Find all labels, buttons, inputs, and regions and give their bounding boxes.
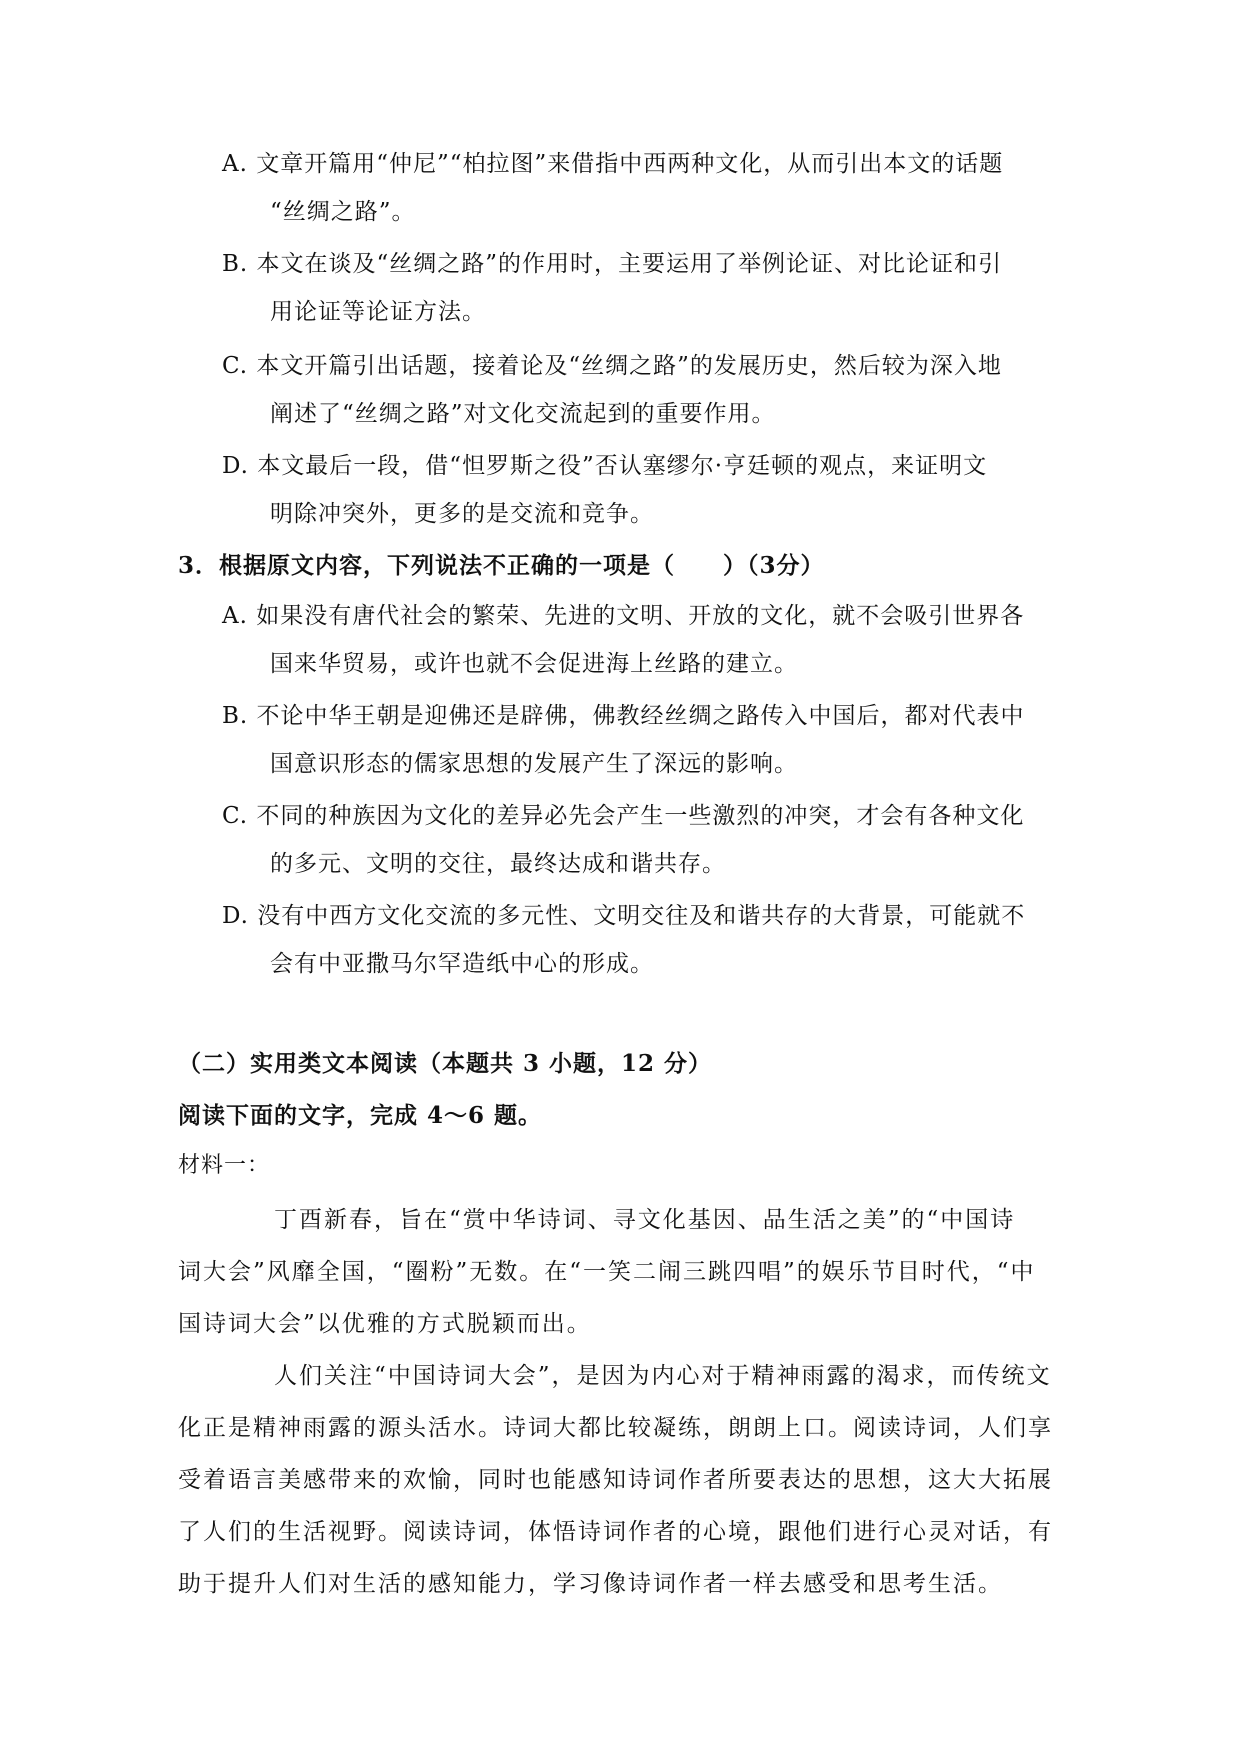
question-3-stem: 3．根据原文内容，下列说法不正确的一项是（ ）（3分） [178, 552, 825, 579]
q2-option-b [222, 240, 1072, 336]
option-text: B. 本文在谈及“丝绸之路”的作用时，主要运用了举例论证、对比论证和引 [222, 251, 1003, 277]
paragraph-line: 了人们的生活视野。阅读诗词，体悟诗词作者的心境，跟他们进行心灵对话，有 [178, 1519, 1053, 1545]
option-text: D. 没有中西方文化交流的多元性、文明交往及和谐共存的大背景，可能就不 [222, 903, 1026, 929]
option-text: A. 文章开篇用“仲尼”“柏拉图”来借指中西两种文化，从而引出本文的话题 [222, 151, 1004, 177]
option-text: D. 本文最后一段，借“怛罗斯之役”否认塞缪尔·亨廷顿的观点，来证明文 [222, 453, 988, 479]
paragraph-line: 国诗词大会”以优雅的方式脱颖而出。 [178, 1311, 592, 1337]
section-title: （二）实用类文本阅读（本题共 3 小题，12 分） [178, 1050, 713, 1077]
option-text-cont: 国来华贸易，或许也就不会促进海上丝路的建立。 [270, 651, 798, 677]
option-text-cont: 明除冲突外，更多的是交流和竞争。 [270, 501, 654, 527]
option-text-cont: 的多元、文明的交往，最终达成和谐共存。 [270, 851, 726, 877]
q2-option-a [222, 140, 1072, 236]
paragraph-2 [178, 1350, 1068, 1610]
option-text: A. 如果没有唐代社会的繁荣、先进的文明、开放的文化，就不会吸引世界各 [222, 603, 1025, 629]
section-instruction: 阅读下面的文字，完成 4～6 题。 [178, 1102, 543, 1129]
paragraph-1 [178, 1194, 1068, 1350]
option-text: B. 不论中华王朝是迎佛还是辟佛，佛教经丝绸之路传入中国后，都对代表中 [222, 703, 1025, 729]
paragraph-line: 词大会”风靡全国，“圈粉”无数。在“一笑二闹三跳四唱”的娱乐节目时代，“中 [178, 1259, 1036, 1285]
option-text-cont: 用论证等论证方法。 [270, 299, 486, 325]
q2-option-c [222, 342, 1072, 438]
paragraph-line: 受着语言美感带来的欢愉，同时也能感知诗词作者所要表达的思想，这大大拓展 [178, 1467, 1053, 1493]
option-text-cont: 阐述了“丝绸之路”对文化交流起到的重要作用。 [270, 401, 776, 427]
option-text-cont: 国意识形态的儒家思想的发展产生了深远的影响。 [270, 751, 798, 777]
q2-option-d [222, 442, 1072, 538]
option-text: C. 本文开篇引出话题，接着论及“丝绸之路”的发展历史，然后较为深入地 [222, 353, 1002, 379]
option-text: C. 不同的种族因为文化的差异必先会产生一些激烈的冲突，才会有各种文化 [222, 803, 1025, 829]
option-text-cont: 会有中亚撒马尔罕造纸中心的形成。 [270, 951, 654, 977]
paragraph-line: 化正是精神雨露的源头活水。诗词大都比较凝练，朗朗上口。阅读诗词，人们享 [178, 1415, 1053, 1441]
material-label: 材料一： [178, 1153, 271, 1178]
q3-option-b [222, 692, 1072, 788]
paragraph-line: 助于提升人们对生活的感知能力，学习像诗词作者一样去感受和思考生活。 [178, 1571, 1003, 1597]
q3-option-d [222, 892, 1072, 988]
q3-option-c [222, 792, 1072, 888]
paragraph-line: 人们关注“中国诗词大会”，是因为内心对于精神雨露的渴求，而传统文 [274, 1363, 1052, 1389]
option-text-cont: “丝绸之路”。 [270, 199, 416, 225]
paragraph-line: 丁酉新春，旨在“赏中华诗词、寻文化基因、品生活之美”的“中国诗 [274, 1207, 1016, 1233]
q3-option-a [222, 592, 1072, 688]
